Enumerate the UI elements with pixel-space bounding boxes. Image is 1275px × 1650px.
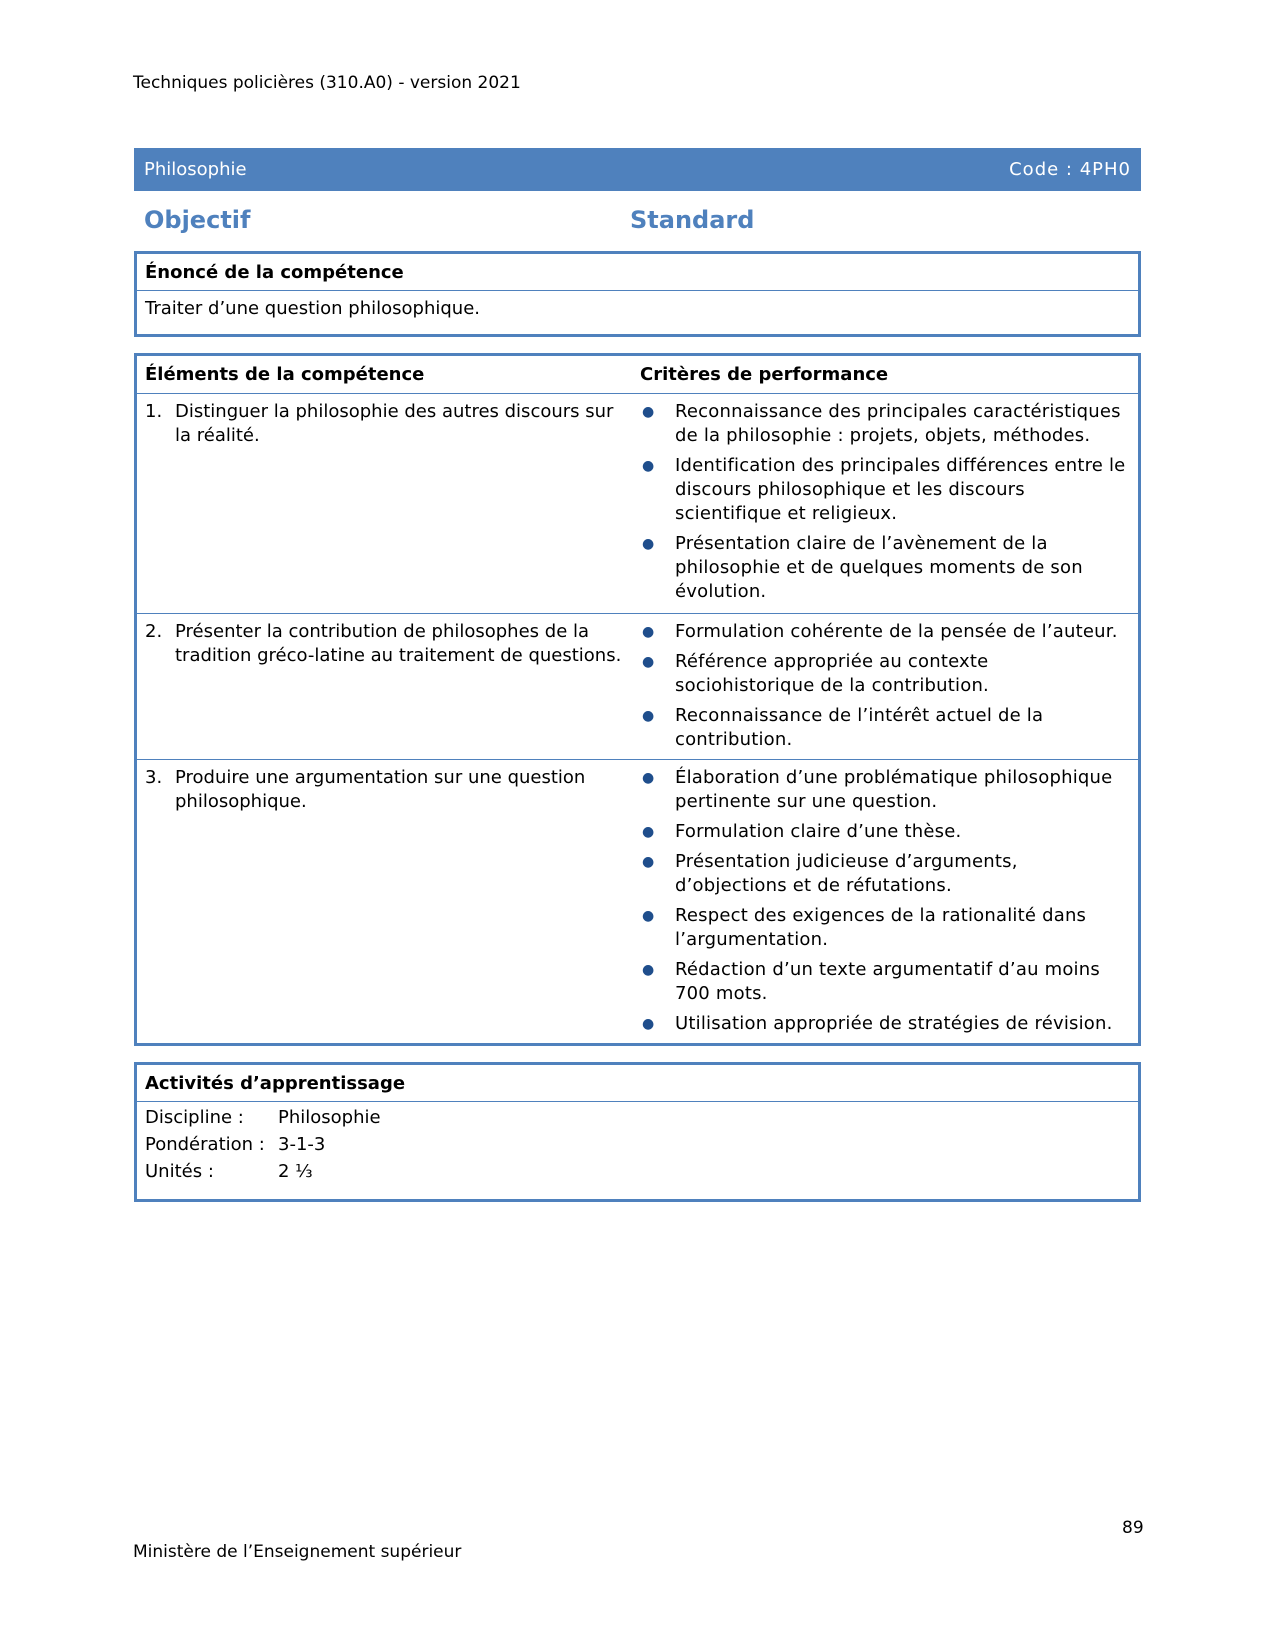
bullet-icon: ● [642,708,655,724]
unites-row: Unités : 2 ⅓ [145,1161,313,1182]
footer: Ministère de l’Enseignement supérieur [133,1542,462,1562]
discipline-row: Discipline : Philosophie [145,1107,381,1128]
standard-heading: Standard [630,206,755,234]
element-text: Distinguer la philosophie des autres discours sur la réalité. [175,401,614,446]
element-text: Produire une argumentation sur une question philosophique. [175,767,586,812]
enonce-title: Énoncé de la compétence [137,254,1138,291]
element-number: 3. [145,767,163,788]
bullet-icon: ● [642,824,655,840]
bullet-icon: ● [642,536,655,552]
criterion: Respect des exigences de la rationalité dans l’argumentation. [675,905,1087,950]
bullet-icon: ● [642,854,655,870]
criterion: Référence appropriée au contexte sociohistorique de la contribution. [675,651,989,696]
criterion: Utilisation appropriée de stratégies de révision. [675,1013,1113,1034]
bullet-icon: ● [642,458,655,474]
criterion: Reconnaissance des principales caractéristiques de la philosophie : projets, objets, méthodes. [675,401,1121,446]
bullet-icon: ● [642,624,655,640]
enonce-text: Traiter d’une question philosophique. [145,298,480,319]
ponderation-row: Pondération : 3-1-3 [145,1134,326,1155]
criterion: Formulation cohérente de la pensée de l’auteur. [675,621,1118,642]
objectif-heading: Objectif [144,206,251,234]
element-number: 2. [145,621,163,642]
table-row [137,394,1138,614]
course-title: Philosophie [144,159,247,180]
running-head: Techniques policières (310.A0) - version 2021 [133,73,521,93]
bullet-icon: ● [642,404,655,420]
element-number: 1. [145,401,163,422]
page-number: 89 [1122,1518,1144,1538]
table-row [137,760,1138,1042]
activites-box [134,1062,1141,1202]
criterion: Formulation claire d’une thèse. [675,821,962,842]
criterion: Élaboration d’une problématique philosophique pertinente sur une question. [675,767,1113,812]
criterion: Reconnaissance de l’intérêt actuel de la contribution. [675,705,1044,750]
table-row [137,614,1138,760]
activites-title: Activités d’apprentissage [137,1065,1138,1102]
table-header [137,356,1138,394]
col-header-elements: Éléments de la compétence [145,364,425,385]
course-code: Code : 4PH0 [1009,159,1131,180]
bullet-icon: ● [642,654,655,670]
course-banner [134,148,1141,191]
criterion: Présentation judicieuse d’arguments, d’objections et de réfutations. [675,851,1018,896]
bullet-icon: ● [642,962,655,978]
bullet-icon: ● [642,770,655,786]
element-text: Présenter la contribution de philosophes de la tradition gréco-latine au traitement de questions. [175,621,622,666]
bullet-icon: ● [642,908,655,924]
criterion: Rédaction d’un texte argumentatif d’au moins 700 mots. [675,959,1100,1004]
criterion: Présentation claire de l’avènement de la philosophie et de quelques moments de son évolution. [675,533,1083,602]
bullet-icon: ● [642,1016,655,1032]
enonce-box [134,251,1141,337]
competence-table [134,353,1141,1046]
col-header-criteria: Critères de performance [640,364,889,385]
criterion: Identification des principales différences entre le discours philosophique et les discours scientifique et religieux. [675,455,1126,524]
